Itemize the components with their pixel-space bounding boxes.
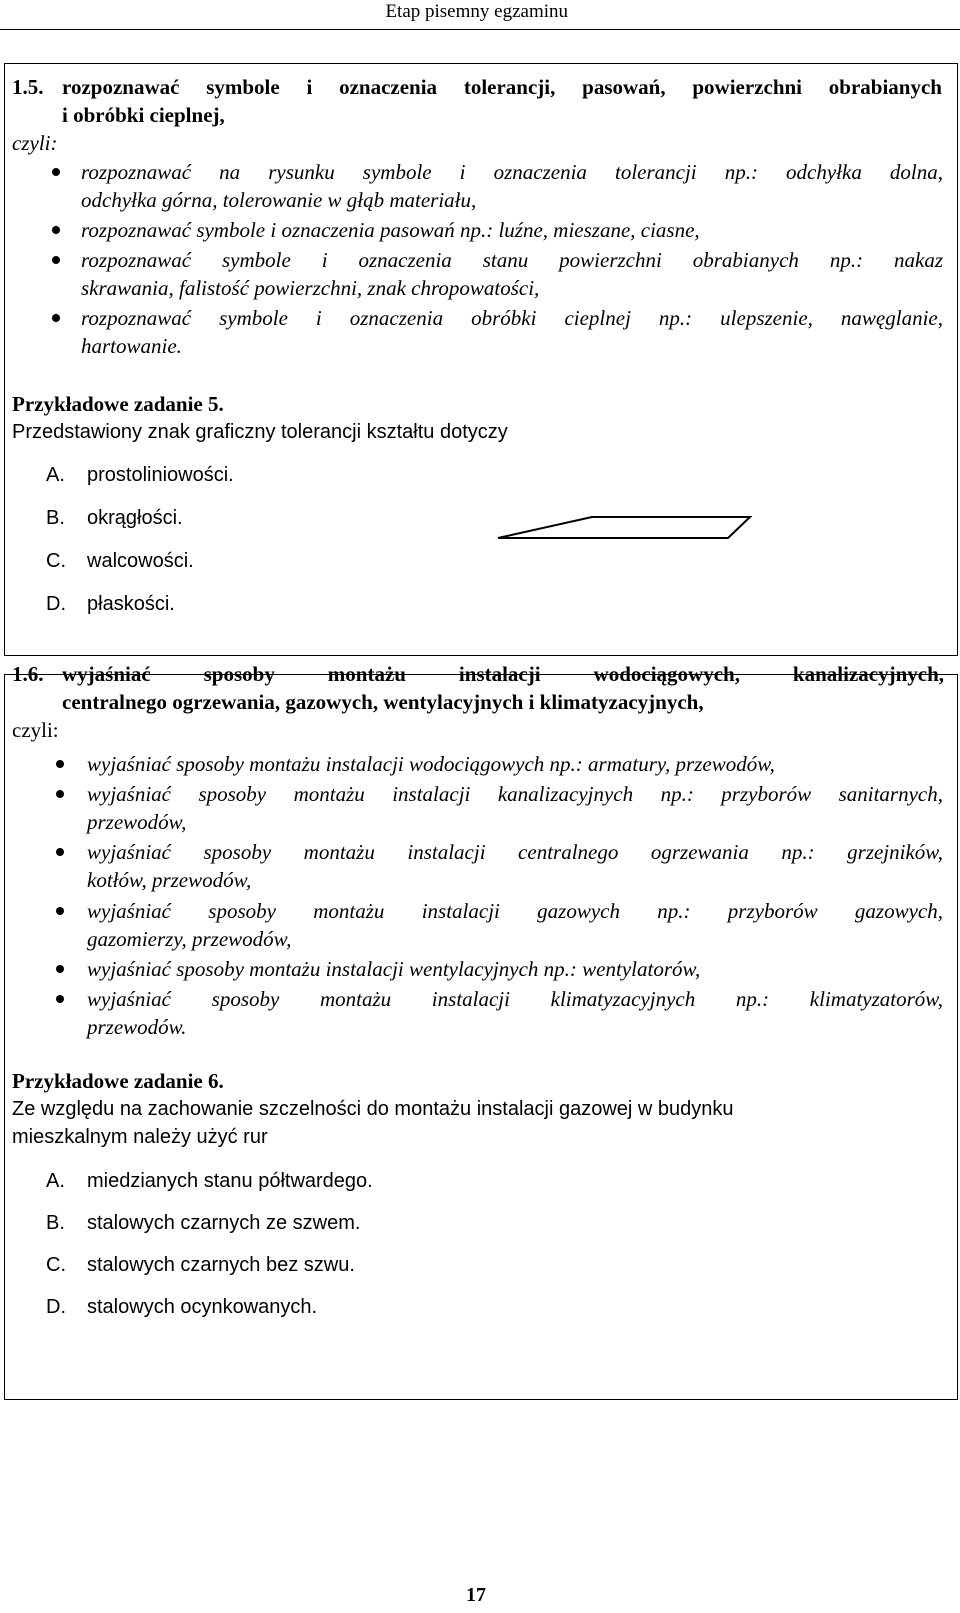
question-text-line1: Ze względu na zachowanie szczelności do montażu instalacji gazowej w budynku (12, 1098, 734, 1120)
answer-text: stalowych ocynkowanych. (87, 1296, 318, 1318)
page-header (0, 0, 960, 30)
answer-text: miedzianych stanu półtwardego. (87, 1170, 373, 1192)
section-heading-line2: i obróbki cieplnej, (62, 103, 225, 127)
answer-letter: A. (46, 1170, 65, 1192)
list-item: wyjaśniać sposoby montażu instalacji klimatyzacyjnych np.: klimatyzatorów, (87, 987, 943, 1011)
example-title: Przykładowe zadanie 6. (12, 1069, 224, 1093)
list-item: wyjaśniać sposoby montażu instalacji wodociągowych np.: armatury, przewodów, (87, 752, 775, 776)
bullet-icon (56, 790, 64, 798)
czyli-label: czyli: (12, 131, 58, 155)
answer-letter: D. (46, 593, 66, 615)
section-1-6-box (4, 662, 958, 1400)
bullet-icon (56, 965, 64, 973)
answer-text: prostoliniowości. (87, 464, 234, 486)
answer-letter: C. (46, 550, 66, 572)
answer-text: stalowych czarnych ze szwem. (87, 1212, 361, 1234)
answer-text: okrągłości. (87, 507, 183, 529)
list-item-cont: przewodów, (87, 810, 187, 834)
section-heading-line1: wyjaśniać sposoby montażu instalacji wodociągowych, kanalizacyjnych, (62, 662, 944, 686)
bullet-icon (52, 314, 60, 322)
list-item-cont: przewodów. (87, 1015, 187, 1039)
answer-letter: C. (46, 1254, 66, 1276)
bullet-icon (52, 226, 60, 234)
section-heading-line1: rozpoznawać symbole i oznaczenia tolerancji, pasowań, powierzchni obrabianych (62, 75, 942, 99)
answer-text: stalowych czarnych bez szwu. (87, 1254, 355, 1276)
czyli-label: czyli: (12, 718, 59, 742)
list-item: rozpoznawać symbole i oznaczenia pasowań np.: luźne, mieszane, ciasne, (81, 218, 700, 242)
answer-letter: D. (46, 1296, 66, 1318)
list-item-cont: gazomierzy, przewodów, (87, 927, 292, 951)
flatness-parallelogram-icon (495, 514, 755, 544)
bullet-icon (56, 760, 64, 768)
list-item: rozpoznawać symbole i oznaczenia obróbki cieplnej np.: ulepszenie, nawęglanie, (81, 306, 943, 330)
section-1-5-box (4, 63, 958, 656)
list-item: wyjaśniać sposoby montażu instalacji centralnego ogrzewania np.: grzejników, (87, 840, 943, 864)
example-title: Przykładowe zadanie 5. (12, 392, 224, 416)
answer-text: płaskości. (87, 593, 175, 615)
list-item-cont: hartowanie. (81, 334, 182, 358)
section-heading-line2: centralnego ogrzewania, gazowych, wentylacyjnych i klimatyzacyjnych, (62, 690, 704, 714)
bullet-icon (56, 907, 64, 915)
bullet-icon (52, 168, 60, 176)
list-item-cont: odchyłka górna, tolerowanie w głąb materiału, (81, 188, 477, 212)
section-number: 1.6. (12, 662, 44, 686)
question-text: Przedstawiony znak graficzny tolerancji kształtu dotyczy (12, 421, 508, 443)
list-item: wyjaśniać sposoby montażu instalacji kanalizacyjnych np.: przyborów sanitarnych, (87, 782, 943, 806)
answer-letter: B. (46, 507, 65, 529)
list-item-cont: skrawania, falistość powierzchni, znak chropowatości, (81, 276, 540, 300)
question-text-line2: mieszkalnym należy użyć rur (12, 1126, 268, 1148)
list-item: wyjaśniać sposoby montażu instalacji gazowych np.: przyborów gazowych, (87, 899, 943, 923)
list-item: rozpoznawać na rysunku symbole i oznaczenia tolerancji np.: odchyłka dolna, (81, 160, 943, 184)
answer-letter: B. (46, 1212, 65, 1234)
list-item-cont: kotłów, przewodów, (87, 868, 252, 892)
answer-text: walcowości. (87, 550, 194, 572)
list-item: rozpoznawać symbole i oznaczenia stanu powierzchni obrabianych np.: nakaz (81, 248, 943, 272)
page-number: 17 (466, 1584, 486, 1606)
bullet-icon (56, 995, 64, 1003)
answer-letter: A. (46, 464, 65, 486)
section-number: 1.5. (12, 75, 44, 99)
bullet-icon (52, 256, 60, 264)
header-title: Etap pisemny egzaminu (385, 1, 568, 22)
list-item: wyjaśniać sposoby montażu instalacji wentylacyjnych np.: wentylatorów, (87, 957, 701, 981)
bullet-icon (56, 848, 64, 856)
